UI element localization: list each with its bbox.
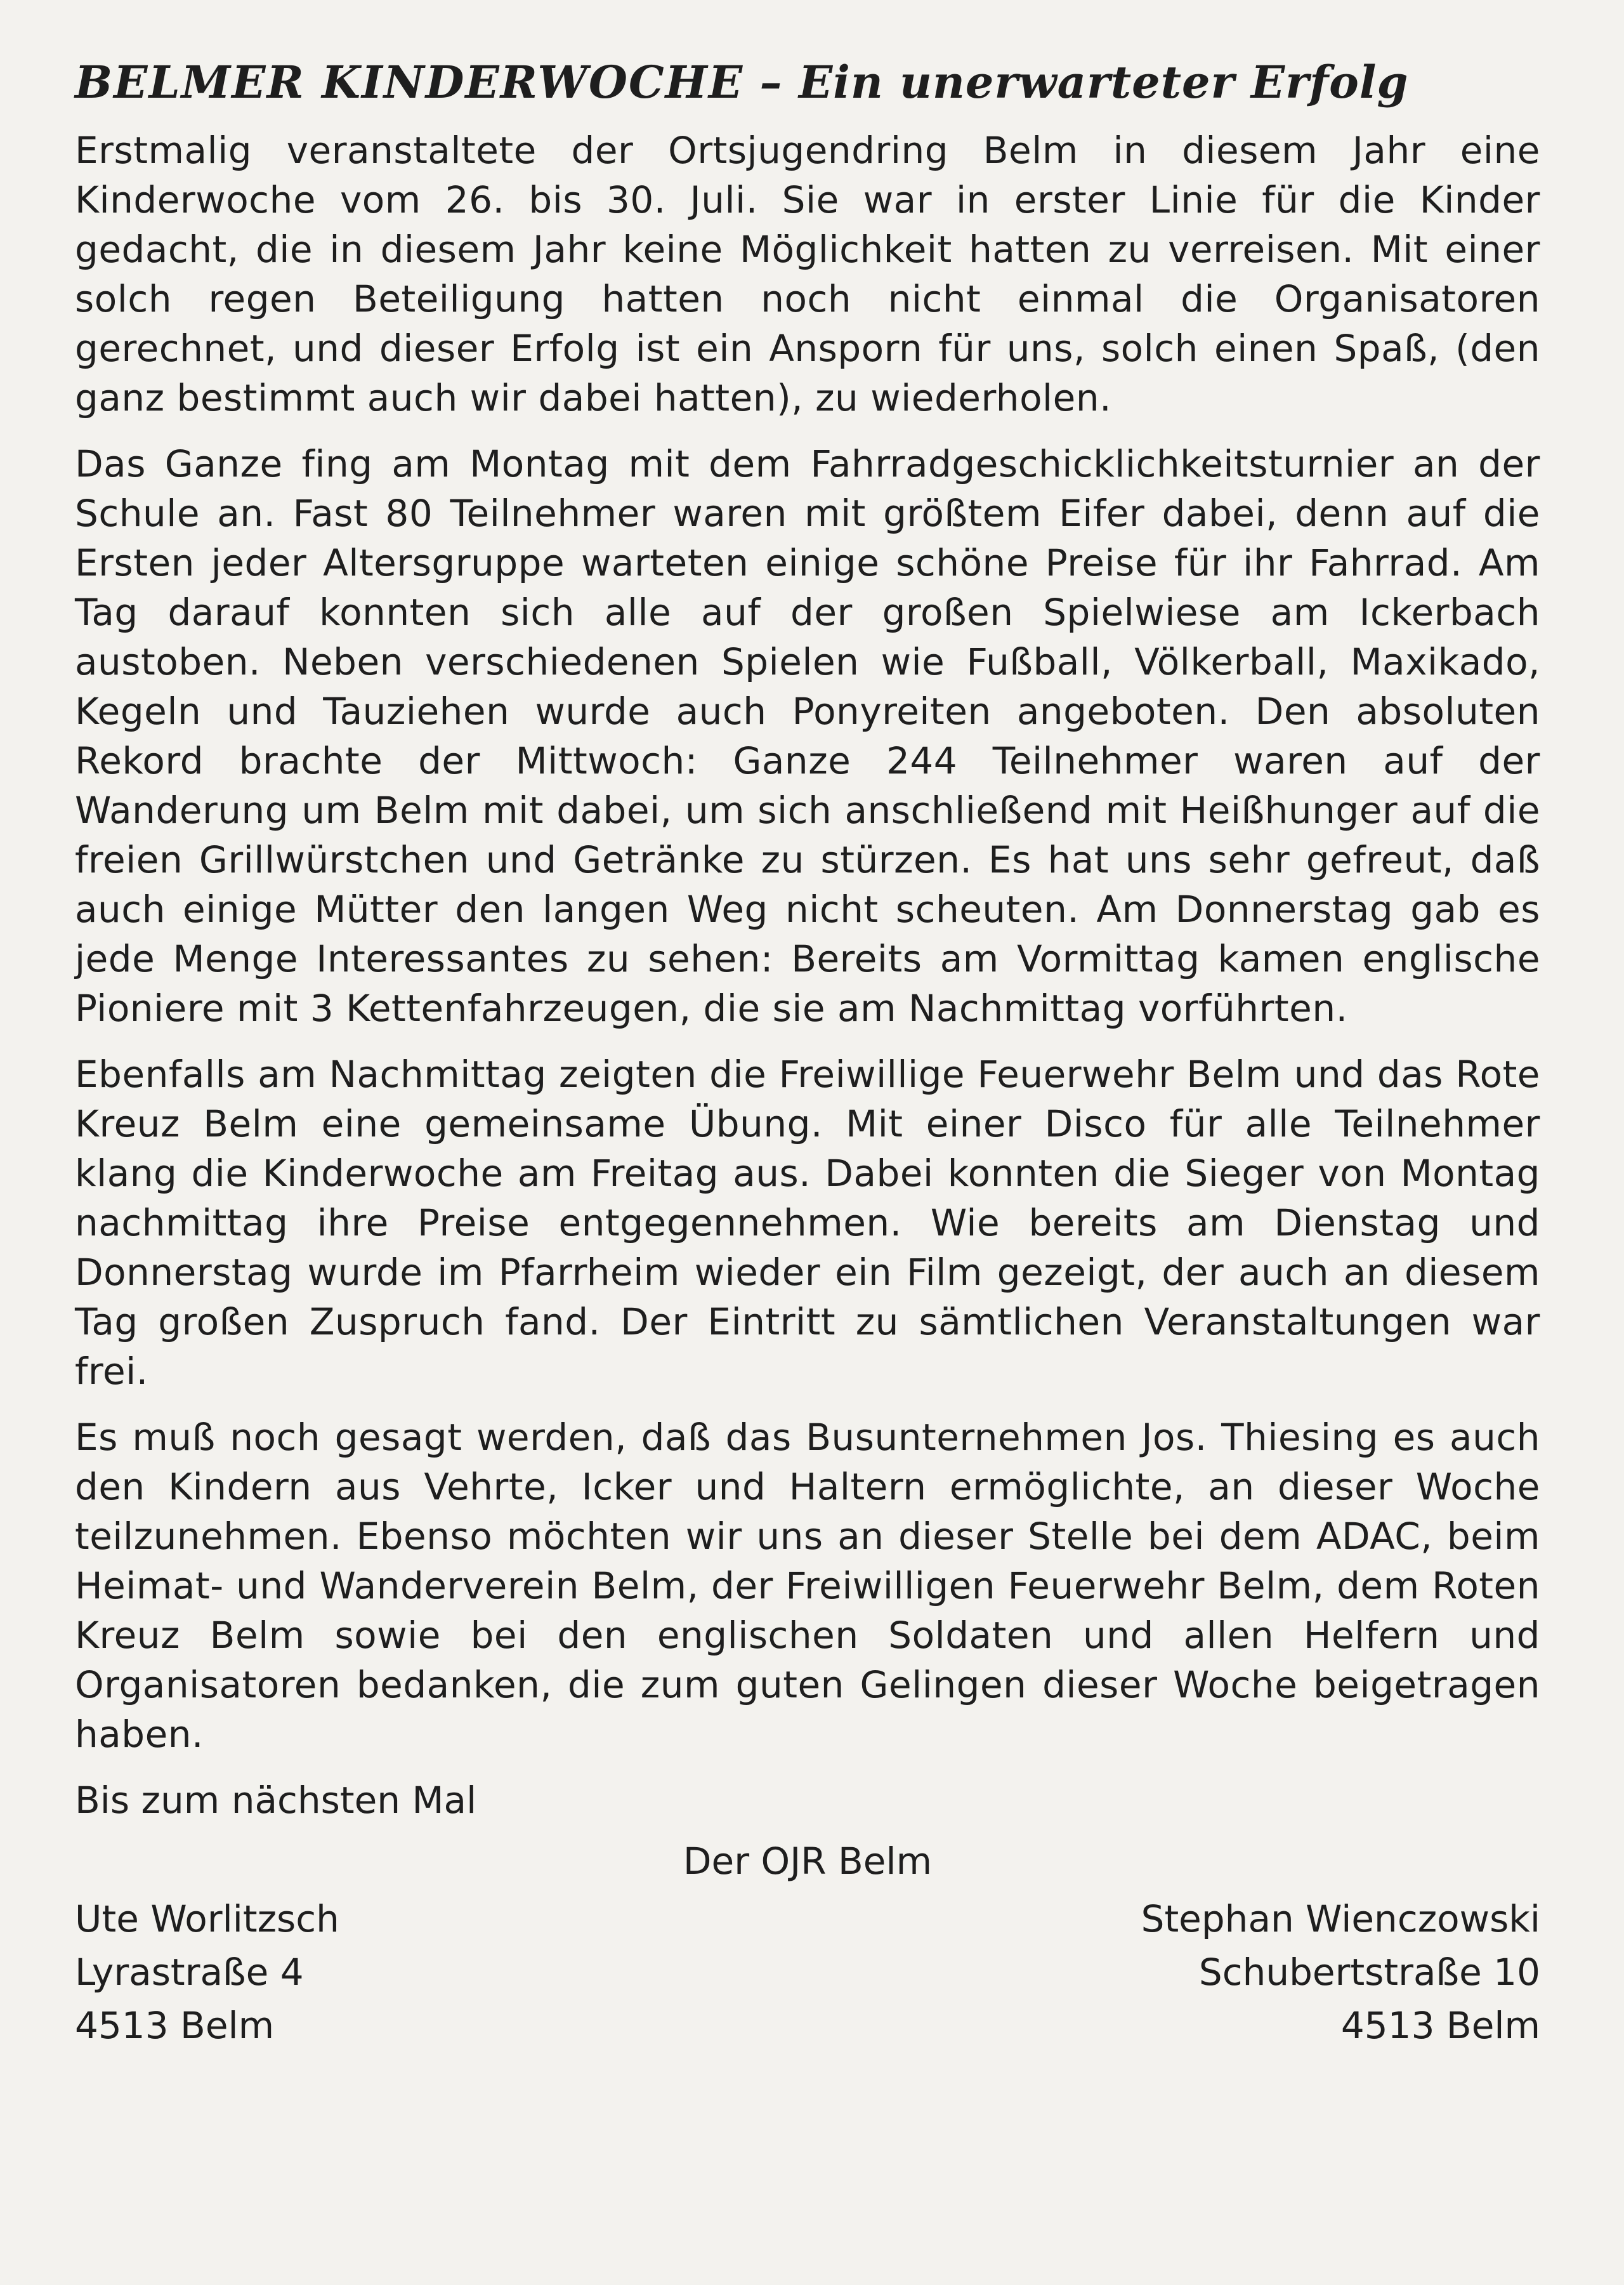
contact-right-name: Stephan Wienczowski	[1141, 1897, 1540, 1940]
headline-subtitle: Ein unerwarteter Erfolg	[798, 56, 1409, 109]
paragraph-events: Ebenfalls am Nachmittag zeigten die Freiwillige Feuerwehr Belm und das Rote Kreuz Belm eine gemeinsame Übung. Mit einer Disco für alle Teilnehmer klang die Kinderwoche am Freitag aus. Dabei konnten die Sieger von Montag nachmittag ihre Preise entgegennehmen. Wie bereits am Dienstag und Donnerstag wurde im Pfarrheim wieder ein Film gezeigt, der auch an diesem Tag großen Zuspruch fand. Der Eintritt zu sämtlichen Veranstaltungen war frei.	[75, 1053, 1540, 1393]
headline-kicker: BELMER KINDERWOCHE	[75, 56, 744, 109]
article-page	[75, 56, 1540, 2052]
article-headline	[75, 56, 1540, 109]
paragraph-thanks: Es muß noch gesagt werden, daß das Busunternehmen Jos. Thiesing es auch den Kindern aus Vehrte, Icker und Haltern ermöglichte, an dieser Woche teilzunehmen. Ebenso möchten wir uns an dieser Stelle bei dem ADAC, beim Heimat- und Wanderverein Belm, der Freiwilligen Feuerwehr Belm, dem Roten Kreuz Belm sowie bei den englischen Soldaten und allen Helfern und Organisatoren bedanken, die zum guten Gelingen dieser Woche beigetragen haben.	[75, 1416, 1540, 1756]
contact-left-name: Ute Worlitzsch	[75, 1897, 339, 1940]
closing-line: Bis zum nächsten Mal	[75, 1779, 477, 1822]
article-body	[75, 126, 1540, 1759]
paragraph-intro: Erstmalig veranstaltete der Ortsjugendring Belm in diesem Jahr eine Kinderwoche vom 26. bis 30. Juli. Sie war in erster Linie für die Kinder gedacht, die in diesem Jahr keine Möglichkeit hatten zu verreisen. Mit einer solch regen Beteiligung hatten noch nicht einmal die Organisatoren gerechnet, und dieser Erfolg ist ein Ansporn für uns, solch einen Spaß, (den ganz bestimmt auch wir dabei hatten), zu wiederholen.	[75, 129, 1540, 419]
headline-separator: –	[743, 56, 799, 109]
contact-right-city: 4513 Belm	[1340, 2004, 1540, 2047]
paragraph-program: Das Ganze fing am Montag mit dem Fahrradgeschicklichkeitsturnier an der Schule an. Fast 80 Teilnehmer waren mit größtem Eifer dabei, denn auf die Ersten jeder Altersgruppe warteten einige schöne Preise für ihr Fahrrad. Am Tag darauf konnten sich alle auf der großen Spielwiese am Ickerbach austoben. Neben verschiedenen Spielen wie Fußball, Völkerball, Maxikado, Kegeln und Tauziehen wurde auch Ponyreiten angeboten. Den absoluten Rekord brachte der Mittwoch: Ganze 244 Teilnehmer waren auf der Wanderung um Belm mit dabei, um sich anschließend mit Heißhunger auf die freien Grillwürstchen und Getränke zu stürzen. Es hat uns sehr gefreut, daß auch einige Mütter den langen Weg nicht scheuten. Am Donnerstag gab es jede Menge Interessantes zu sehen: Bereits am Vormittag kamen englische Pioniere mit 3 Kettenfahrzeugen, die sie am Nachmittag vorführten.	[75, 442, 1540, 1030]
contact-addresses	[75, 1892, 1540, 2052]
signature: Der OJR Belm	[683, 1840, 933, 1883]
contact-right-street: Schubertstraße 10	[1198, 1951, 1540, 1994]
contact-left-street: Lyrastraße 4	[75, 1951, 304, 1994]
contact-left-city: 4513 Belm	[75, 2004, 275, 2047]
contact-left	[75, 1892, 339, 2052]
contact-right	[1141, 1892, 1540, 2052]
